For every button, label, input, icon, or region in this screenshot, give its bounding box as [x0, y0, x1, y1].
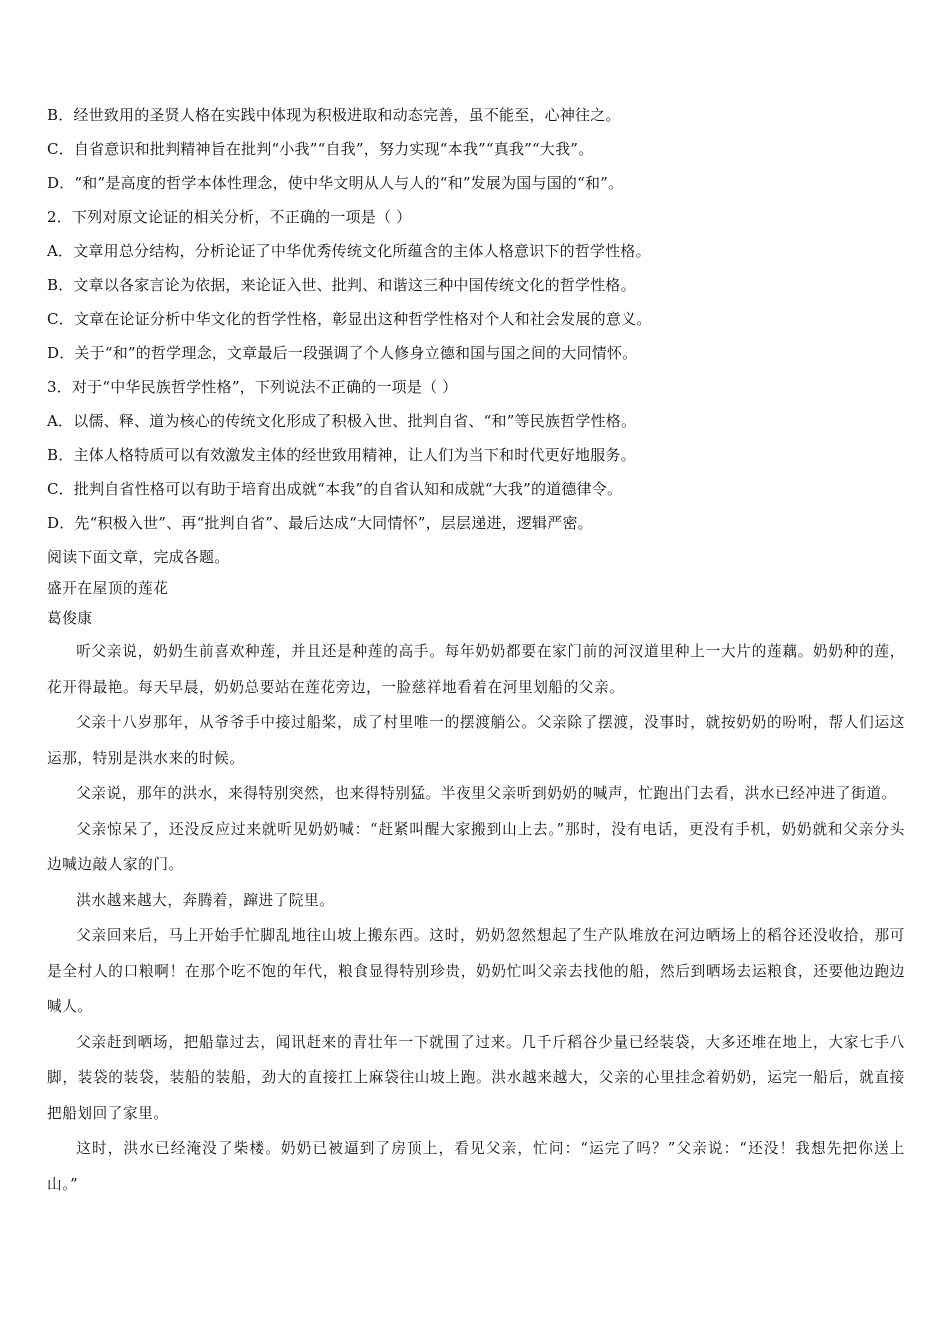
article-author: 葛俊康: [47, 610, 93, 627]
article-paragraph: 父亲说，那年的洪水，来得特别突然，也来得特别猛。半夜里父亲听到奶奶的喊声，忙跑出门去看，洪水已经冲进了街道。: [76, 785, 897, 802]
article-paragraph: 父亲回来后，马上开始手忙脚乱地往山坡上搬东西。这时，奶奶忽然想起了生产队堆放在河边晒场上的稻谷还没收拾，那可是全村人的口粮啊！在那个吃不饱的年代，粮食显得特别珍贵，奶奶忙叫父亲去找他的船，然后到晒场去运粮食，还要他边跑边喊人。: [47, 927, 905, 1015]
article-title: 盛开在屋顶的莲花: [47, 580, 169, 597]
article-paragraph: 这时，洪水已经淹没了柴楼。奶奶已被逼到了房顶上，看见父亲，忙问：“运完了吗？”父亲说：“还没！我想先把你送上山。”: [47, 1140, 905, 1193]
article-paragraph: 听父亲说，奶奶生前喜欢种莲，并且还是种莲的高手。每年奶奶都要在家门前的河汊道里种上一大片的莲藕。奶奶种的莲，花开得最艳。每天早晨，奶奶总要站在莲花旁边，一脸慈祥地看着在河里划船的父亲。: [47, 643, 905, 696]
q1-option-d: D．“和”是高度的哲学本体性理念，使中华文明从人与人的“和”发展为国与国的“和”。: [47, 174, 624, 192]
article-body: [47, 634, 905, 1202]
q3-option-c: C．批判自省性格可以有助于培育出成就“本我”的自省认知和成就“大我”的道德律令。: [47, 480, 623, 498]
q3-option-d: D．先“积极入世”、再“批判自省”、最后达成“大同情怀”，层层递进，逻辑严密。: [47, 514, 593, 532]
article-paragraph: 父亲惊呆了，还没反应过来就听见奶奶喊：“赶紧叫醒大家搬到山上去。”那时，没有电话，更没有手机，奶奶就和父亲分头边喊边敲人家的门。: [47, 820, 905, 873]
reading-instruction: 阅读下面文章，完成各题。: [47, 548, 230, 566]
question-3: [47, 370, 905, 540]
q1-option-b: B．经世致用的圣贤人格在实践中体现为积极进取和动态完善，虽不能至，心神往之。: [47, 106, 621, 124]
q3-option-b: B．主体人格特质可以有效激发主体的经世致用精神，让人们为当下和时代更好地服务。: [47, 446, 636, 464]
q2-stem: 2．下列对原文论证的相关分析，不正确的一项是（ ）: [47, 208, 412, 226]
q2-option-c: C．文章在论证分析中华文化的哲学性格，彰显出这种哲学性格对个人和社会发展的意义。: [47, 310, 652, 328]
q2-option-a: A．文章用总分结构，分析论证了中华优秀传统文化所蕴含的主体人格意识下的哲学性格。: [47, 242, 651, 260]
q3-stem: 3．对于“中华民族哲学性格”，下列说法不正确的一项是（ ）: [47, 378, 458, 396]
article-paragraph: 洪水越来越大，奔腾着，蹿进了院里。: [76, 891, 335, 909]
question-2: [47, 200, 905, 370]
q2-option-b: B．文章以各家言论为依据，来论证入世、批判、和谐这三种中国传统文化的哲学性格。: [47, 276, 636, 294]
q3-option-a: A．以儒、释、道为核心的传统文化形成了积极入世、批判自省、“和”等民族哲学性格。: [47, 412, 637, 430]
article-paragraph: 父亲十八岁那年，从爷爷手中接过船桨，成了村里唯一的摆渡艄公。父亲除了摆渡，没事时，就按奶奶的吩咐，帮人们运这运那，特别是洪水来的时候。: [47, 714, 905, 767]
q1-option-c: C．自省意识和批判精神旨在批判“小我”“自我”，努力实现“本我”“真我”“大我”。: [47, 140, 594, 158]
article-paragraph: 父亲赶到晒场，把船靠过去，闻讯赶来的青壮年一下就围了过来。几千斤稻谷少量已经装袋，大多还堆在地上，大家七手八脚，装袋的装袋，装船的装船，劲大的直接扛上麻袋往山坡上跑。洪水越来越大，父亲的心里挂念着奶奶，运完一船后，就直接把船划回了家里。: [47, 1033, 905, 1122]
q2-option-d: D．关于“和”的哲学理念，文章最后一段强调了个人修身立德和国与国之间的大同情怀。: [47, 344, 638, 362]
q1-options: [47, 98, 905, 200]
exam-page: [47, 98, 905, 1202]
